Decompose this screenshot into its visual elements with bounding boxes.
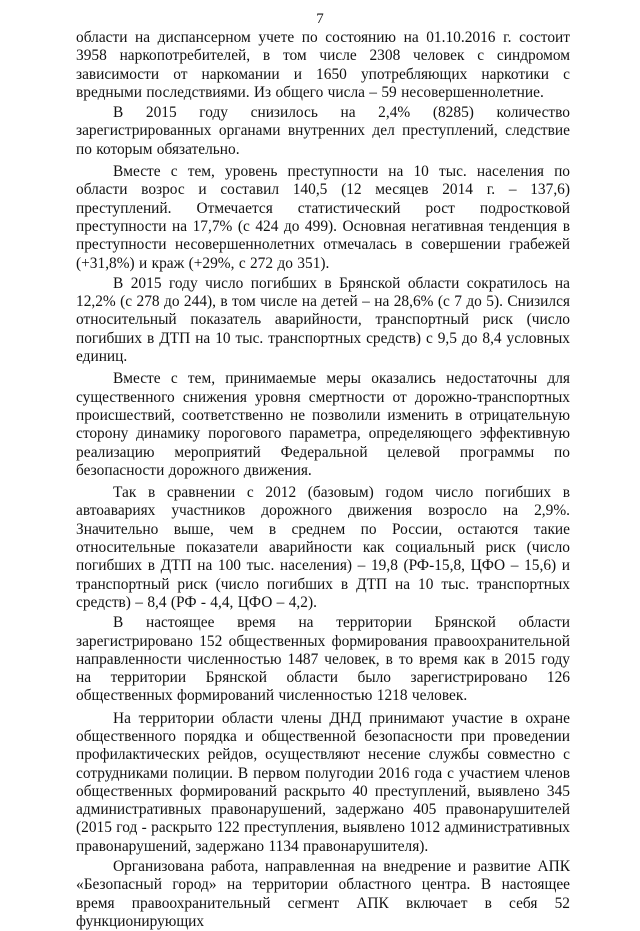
paragraph-crime-decrease: В 2015 году снизилось на 2,4% (8285) количество зарегистрированных органами внутренних дел преступлений, следствие по которым обязательно. <box>76 104 570 158</box>
paragraph-public-formations: В настоящее время на территории Брянской области зарегистрировано 152 общественных формирования правоохранительной направленности численностью 1487 человек, в то время как в 2015 году на территории Брянской области было зарегистрировано 126 общественных формирований численностью 1218 человек. <box>76 614 570 705</box>
paragraph-measures-insufficient: Вместе с тем, принимаемые меры оказались недостаточны для существенного снижения уровня смертности от дорожно-транспортных происшествий, соответственно не позволили изменить в отрицательную сторону динамику порогового параметра, определяющего эффективную реализацию мероприятий Федеральной целевой программы по безопасности дорожного движения. <box>76 370 570 479</box>
page-number: 7 <box>316 11 324 27</box>
document-body <box>76 29 570 931</box>
paragraph-crime-level: Вместе с тем, уровень преступности на 10 тыс. населения по области возрос и составил 140,5 (12 месяцев 2014 г. – 137,6) преступлений. Отмечается статистический рост подростковой преступности на 17,7% (с 424 до 499). Основная негативная тенденция в преступности несовершеннолетних отмечалась в совершении грабежей (+31,8%) и краж (+29%, с 272 до 351). <box>76 163 570 272</box>
paragraph-road-deaths: В 2015 году число погибших в Брянской области сократилось на 12,2% (с 278 до 244), в том числе на детей – на 28,6% (с 7 до 5). Снизился относительный показатель аварийности, транспортный риск (число погибших в ДТП на 10 тыс. транспортных средств) с 9,5 до 8,4 условных единиц. <box>76 274 570 366</box>
paragraph-safe-city: Организована работа, направленная на внедрение и развитие АПК «Безопасный город» на территории областного центра. В настоящее время правоохранительный сегмент АПК включает в себя 52 функционирующих <box>76 858 570 930</box>
paragraph-drug-registry: области на диспансерном учете по состоянию на 01.10.2016 г. состоит 3958 наркопотребителей, в том числе 2308 человек с синдромом зависимости от наркомании и 1650 употребляющих наркотики с вредными последствиями. Из общего числа – 59 несовершеннолетние. <box>76 29 570 101</box>
paragraph-dnd-members: На территории области члены ДНД принимают участие в охране общественного порядка и общественной безопасности при проведении профилактических рейдов, осуществляют несение службы совместно с сотрудниками полиции. В первом полугодии 2016 года с участием членов общественных формирований раскрыто 40 преступлений, выявлено 345 административных правонарушений, задержано 405 правонарушителей (2015 год - раскрыто 122 преступления, выявлено 1012 административных правонарушений, задержано 1134 правонарушителя). <box>76 709 570 855</box>
paragraph-2012-comparison: Так в сравнении с 2012 (базовым) годом число погибших в автоавариях участников дорожного движения возросло на 2,9%. Значительно выше, чем в среднем по России, остаются такие относительные показатели аварийности как социальный риск (число погибших в ДТП на 100 тыс. населения) – 19,8 (РФ-15,8, ЦФО – 15,6) и транспортный риск (число погибших в ДТП на 10 тыс. транспортных средств) – 8,4 (РФ - 4,4, ЦФО – 4,2). <box>76 484 570 611</box>
